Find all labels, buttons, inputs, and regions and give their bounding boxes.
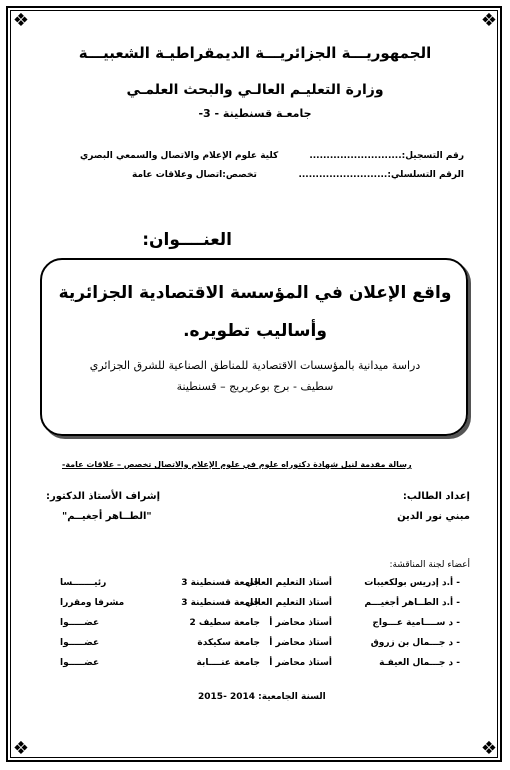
serial-number: الرقم التسلسلي:.......................... [298, 170, 464, 180]
member-rank: أستاذ التعليم العالي [245, 578, 332, 588]
member-name: - د جـــمال بن زروق [370, 638, 460, 648]
academic-year: السنة الجامعية: 2014 -2015 [198, 692, 326, 702]
registration-number: رقم التسجيل:........................... [309, 151, 464, 161]
ministry-heading: وزارة التعليـم العالـي والبحث العلمـي [126, 82, 384, 98]
title-label: العنــــوان: [142, 230, 232, 250]
student-name: مبني نور الدين [397, 511, 470, 522]
member-university: جامعة قسنطينة 3 [181, 578, 260, 588]
corner-ornament-icon: ❖ [480, 10, 498, 31]
member-rank: أستاذ محاضر أ [269, 638, 332, 648]
member-name: - د ســــامية عـــواج [372, 618, 460, 628]
member-role: رئيـــــــسا [60, 578, 107, 588]
corner-ornament-icon: ❖ [480, 738, 498, 759]
corner-ornament-icon: ❖ [12, 738, 30, 759]
specialty-name: تخصص:اتصال وعلاقات عامة [132, 170, 257, 180]
student-label: إعداد الطالب: [402, 491, 470, 502]
member-university: جامعة عنــــابة [196, 658, 260, 668]
member-university: جامعة سكيكدة [197, 638, 260, 648]
member-role: عضـــــوا [60, 638, 100, 648]
committee-label: أعضاء لجنة المناقشة: [389, 560, 470, 570]
university-heading: جامعـة قسنطينة - 3- [198, 107, 312, 120]
supervisor-label: إشراف الأستاذ الدكتور: [46, 491, 161, 502]
committee-row [60, 578, 460, 593]
faculty-name: كلية علوم الإعلام والاتصال والسمعي البصري [80, 151, 279, 161]
member-rank: أستاذ محاضر أ [269, 618, 332, 628]
committee-row [60, 658, 460, 673]
thesis-title-line1: واقع الإعلان في المؤسسة الاقتصادية الجزائرية [58, 283, 452, 303]
member-role: عضـــــوا [60, 658, 100, 668]
thesis-subtitle-line1: دراسة ميدانية بالمؤسسات الاقتصادية للمناطق الصناعية للشرق الجزائري [89, 359, 421, 372]
republic-heading: الجمهوريـــة الجزائريـــة الديمقراطيـة الشعبيـــة [78, 44, 432, 62]
committee-row [60, 598, 460, 613]
thesis-title-line2: وأساليب تطويره. [183, 321, 327, 341]
corner-ornament-icon: ❖ [12, 10, 30, 31]
thesis-subtitle-line2: سطيف - برج بوعريريج – قسنطينة [176, 380, 334, 393]
member-name: - أ.د إدريس بولكعيبات [364, 578, 460, 588]
member-university: جامعة سطيف 2 [189, 618, 260, 628]
committee-row [60, 638, 460, 653]
member-rank: أستاذ التعليم العالي [245, 598, 332, 608]
member-rank: أستاذ محاضر أ [269, 658, 332, 668]
member-name: - د جـــمال العيفـة [379, 658, 460, 668]
supervisor-name: "الطــاهر أجغيــم" [62, 511, 152, 522]
member-name: - أ.د الطــاهر أجغيـــم [364, 598, 460, 608]
committee-row [60, 618, 460, 633]
member-role: مشرفا ومقررا [60, 598, 125, 608]
member-role: عضـــــوا [60, 618, 100, 628]
thesis-note: رسالة مقدمة لنيل شهادة دكتوراه علوم في علوم الإعلام والاتصال تخصص – علاقات عامة- [62, 460, 412, 469]
member-university: جامعة قسنطينة 3 [181, 598, 260, 608]
